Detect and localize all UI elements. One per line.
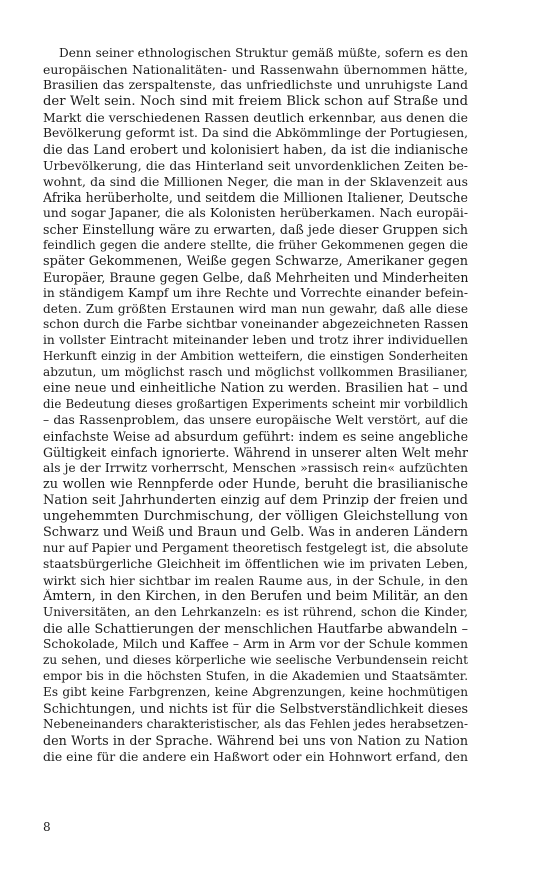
text-line: wohnt, da sind die Millionen Neger, die man in der Sklavenzeit aus <box>43 173 468 189</box>
text-line: Afrika herüberholte, und seitdem die Millionen Italiener, Deutsche <box>43 189 468 205</box>
text-line: Nebeneinanders charakteristischer, als das Fehlen jedes herabsetzen- <box>43 716 468 731</box>
body-text <box>43 46 468 765</box>
page-number: 8 <box>43 820 51 834</box>
text-line: abzutun, um möglichst rasch und möglichst vollkommen Brasilianer, <box>43 365 468 380</box>
text-line: die das Land erobert und kolonisiert haben, da ist die indianische <box>43 141 468 157</box>
text-line: Denn seiner ethnologischen Struktur gemäß müßte, sofern es den <box>59 46 468 60</box>
text-line: Universitäten, an den Lehrkanzeln: es ist rührend, schon die Kinder, <box>43 604 468 619</box>
text-line: ungehemmten Durchmischung, der völligen Gleichstellung von <box>43 509 468 525</box>
text-line: feindlich gegen die andere stellte, die früher Gekommenen gegen die <box>43 237 468 252</box>
text-line: in ständigem Kampf um ihre Rechte und Vorrechte einander befein- <box>43 285 468 300</box>
text-line: und sogar Japaner, die als Kolonisten herüberkamen. Nach europäi- <box>43 205 468 220</box>
text-line: schon durch die Farbe sichtbar voneinander abgezeichneten Rassen <box>43 317 468 332</box>
text-line: Ämtern, in den Kirchen, in den Berufen und beim Militär, an den <box>43 588 468 604</box>
text-line: zu wollen wie Rennpferde oder Hunde, beruht die brasilianische <box>43 477 468 493</box>
text-line: Markt die verschiedenen Rassen deutlich erkennbar, aus denen die <box>43 109 468 125</box>
text-line: – das Rassenproblem, das unsere europäische Welt verstört, auf die <box>43 413 468 428</box>
text-line: europäischen Nationalitäten- und Rassenwahn übernommen hätte, <box>43 61 468 77</box>
text-line: staatsbürgerliche Gleichheit im öffentlichen wie im privaten Leben, <box>43 557 468 571</box>
text-line: scher Einstellung wäre zu erwarten, daß jede dieser Gruppen sich <box>43 221 468 237</box>
text-line: als je der Irrwitz vorherrscht, Menschen »rassisch rein« aufzüchten <box>43 461 468 476</box>
text-line: die eine für die andere ein Haßwort oder ein Hohnwort erfand, den <box>43 748 468 764</box>
text-line: Bevölkerung geformt ist. Da sind die Abkömmlinge der Portugiesen, <box>43 125 468 140</box>
text-line: Urbevölkerung, die das Hinterland seit unvordenklichen Zeiten be- <box>43 157 468 173</box>
text-line: einfachste Weise ad absurdum geführt: indem es seine angebliche <box>43 429 468 445</box>
text-line: den Worts in der Sprache. Während bei uns von Nation zu Nation <box>43 732 468 748</box>
text-line: Schwarz und Weiß und Braun und Gelb. Was in anderen Ländern <box>43 525 468 541</box>
text-line: in vollster Eintracht miteinander leben und trotz ihrer individuellen <box>43 333 468 348</box>
text-line: Es gibt keine Farbgrenzen, keine Abgrenzungen, keine hochmütigen <box>43 684 468 699</box>
text-line: zu sehen, und dieses körperliche wie seelische Verbundensein reicht <box>43 652 468 667</box>
text-line: Schichtungen, und nichts ist für die Selbstverständlichkeit dieses <box>43 700 468 716</box>
text-line: die Bedeutung dieses großartigen Experiments scheint mir vorbildlich <box>43 397 468 412</box>
text-line: empor bis in die höchsten Stufen, in die Akademien und Staatsämter. <box>43 668 468 683</box>
text-line: der Welt sein. Noch sind mit freiem Blick schon auf Straße und <box>43 93 468 109</box>
text-line: nur auf Papier und Pergament theoretisch festgelegt ist, die absolute <box>43 541 468 556</box>
text-line: Europäer, Braune gegen Gelbe, daß Mehrheiten und Minderheiten <box>43 269 468 285</box>
text-line: eine neue und einheitliche Nation zu werden. Brasilien hat – und <box>43 381 468 397</box>
text-line: wirkt sich hier sichtbar im realen Raume aus, in der Schule, in den <box>43 572 468 588</box>
text-line: Nation seit Jahrhunderten einzig auf dem Prinzip der freien und <box>43 493 468 509</box>
text-line: Schokolade, Milch und Kaffee – Arm in Arm vor der Schule kommen <box>43 636 468 651</box>
text-line: Gültigkeit einfach ignorierte. Während in unserer alten Welt mehr <box>43 445 468 461</box>
text-line: die alle Schattierungen der menschlichen Hautfarbe abwandeln – <box>43 620 468 636</box>
text-line: Herkunft einzig in der Ambition wetteifern, die einstigen Sonderheiten <box>43 349 468 364</box>
text-line: deten. Zum größten Erstaunen wird man nun gewahr, daß alle diese <box>43 301 468 316</box>
text-line: Brasilien das zerspaltenste, das unfriedlichste und unruhigste Land <box>43 77 468 92</box>
text-line: später Gekommenen, Weiße gegen Schwarze, Amerikaner gegen <box>43 253 468 269</box>
